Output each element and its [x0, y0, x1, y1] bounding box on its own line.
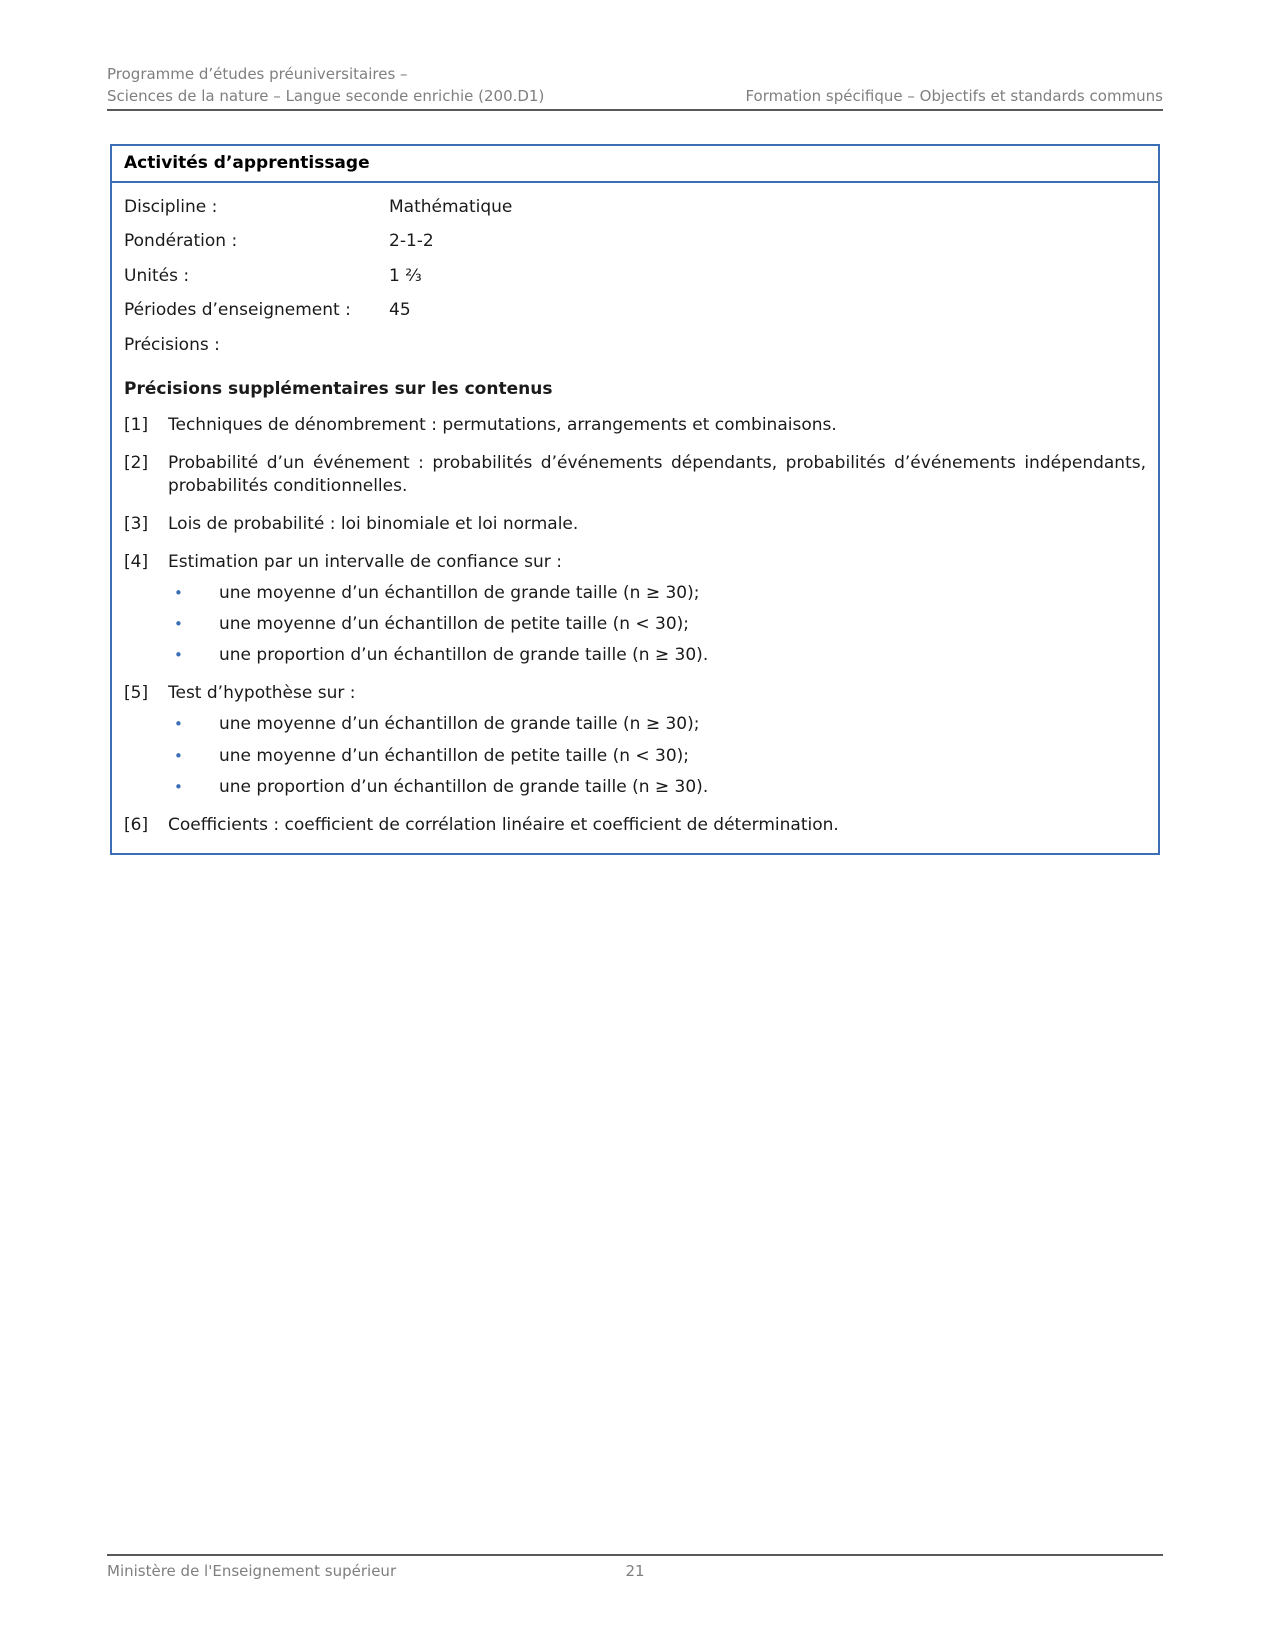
- item-number: [6]: [124, 815, 149, 836]
- bullet-text: une moyenne d’un échantillon de grande taille (n ≥ 30);: [219, 714, 700, 735]
- item-text: Probabilité d’un événement : probabilités d’événements dépendants, probabilités d’événements indépendants, probabilités conditionnelles.: [168, 452, 1146, 496]
- bullet-text: une moyenne d’un échantillon de grande taille (n ≥ 30);: [219, 582, 700, 603]
- item-text: Techniques de dénombrement : permutations, arrangements et combinaisons.: [168, 414, 837, 435]
- header-divider: [107, 109, 1163, 111]
- item-text: Lois de probabilité : loi binomiale et loi normale.: [168, 513, 579, 534]
- field-value: 1 ⅔: [389, 265, 422, 286]
- bullet-text: une proportion d’un échantillon de grande taille (n ≥ 30).: [219, 645, 709, 666]
- bullet-text: une moyenne d’un échantillon de petite taille (n < 30);: [219, 745, 690, 766]
- item-body: [168, 513, 1146, 536]
- bullet-icon: •: [174, 646, 183, 665]
- bullet-icon: •: [174, 715, 183, 734]
- field-value: [389, 335, 1146, 355]
- item-body: [168, 452, 1146, 498]
- list-item: [112, 513, 1158, 536]
- header-program-block: [107, 64, 544, 108]
- bullet-item: [168, 713, 1146, 736]
- list-item: [112, 414, 1158, 437]
- field-ponderation: [112, 231, 1158, 251]
- field-precisions: [112, 335, 1158, 355]
- page-header: [107, 64, 1163, 108]
- list-item: [112, 551, 1158, 668]
- bullet-icon: •: [174, 583, 183, 602]
- field-unites: [112, 266, 1158, 286]
- page-number: 21: [625, 1562, 645, 1580]
- list-item: [112, 814, 1158, 837]
- field-value: 2-1-2: [389, 231, 434, 252]
- footer-ministry: Ministère de l'Enseignement supérieur: [107, 1562, 397, 1580]
- field-label: Unités :: [124, 265, 190, 286]
- field-value: 45: [389, 300, 411, 321]
- bullet-item: [168, 644, 1146, 667]
- field-value: Mathématique: [389, 197, 513, 217]
- item-number: [5]: [124, 683, 149, 704]
- list-item: [112, 452, 1158, 498]
- bullet-item: [168, 582, 1146, 605]
- item-number: [3]: [124, 513, 149, 534]
- box-title: Activités d’apprentissage: [112, 146, 1158, 183]
- bullet-icon: •: [174, 614, 183, 633]
- header-program-line2: Sciences de la nature – Langue seconde enrichie (200.D1): [107, 86, 545, 105]
- item-text: Test d’hypothèse sur :: [168, 683, 356, 704]
- item-number: [4]: [124, 551, 149, 572]
- item-number: [1]: [124, 414, 149, 435]
- bullet-item: [168, 776, 1146, 799]
- item-body: [168, 814, 1146, 837]
- bullet-text: une moyenne d’un échantillon de petite taille (n < 30);: [219, 613, 690, 634]
- field-label: Discipline :: [124, 197, 218, 217]
- header-program-line1: Programme d’études préuniversitaires –: [107, 65, 408, 83]
- footer-divider: [107, 1554, 1163, 1556]
- field-label: Précisions :: [124, 334, 220, 355]
- bullet-item: [168, 745, 1146, 768]
- item-text: Estimation par un intervalle de confiance sur :: [168, 551, 562, 572]
- bullet-item: [168, 613, 1146, 636]
- item-text: Coefficients : coefficient de corrélation linéaire et coefficient de détermination.: [168, 815, 839, 836]
- activities-box: [110, 144, 1160, 855]
- bullet-text: une proportion d’un échantillon de grande taille (n ≥ 30).: [219, 776, 709, 797]
- footer-spacer: [645, 1562, 1163, 1580]
- header-section-title: Formation spécifique – Objectifs et standards communs: [745, 86, 1163, 105]
- bullet-icon: •: [174, 746, 183, 765]
- item-body: [168, 682, 1146, 799]
- item-body: [168, 414, 1146, 437]
- list-item: [112, 682, 1158, 799]
- item-number: [2]: [124, 452, 149, 473]
- field-discipline: [112, 197, 1158, 217]
- field-label: Périodes d’enseignement :: [124, 300, 351, 321]
- field-periodes: [112, 300, 1158, 320]
- item-body: [168, 551, 1146, 668]
- bullet-icon: •: [174, 777, 183, 796]
- page-footer: [107, 1562, 1163, 1580]
- field-label: Pondération :: [124, 231, 238, 252]
- contents-subheading: Précisions supplémentaires sur les contenus: [124, 378, 553, 399]
